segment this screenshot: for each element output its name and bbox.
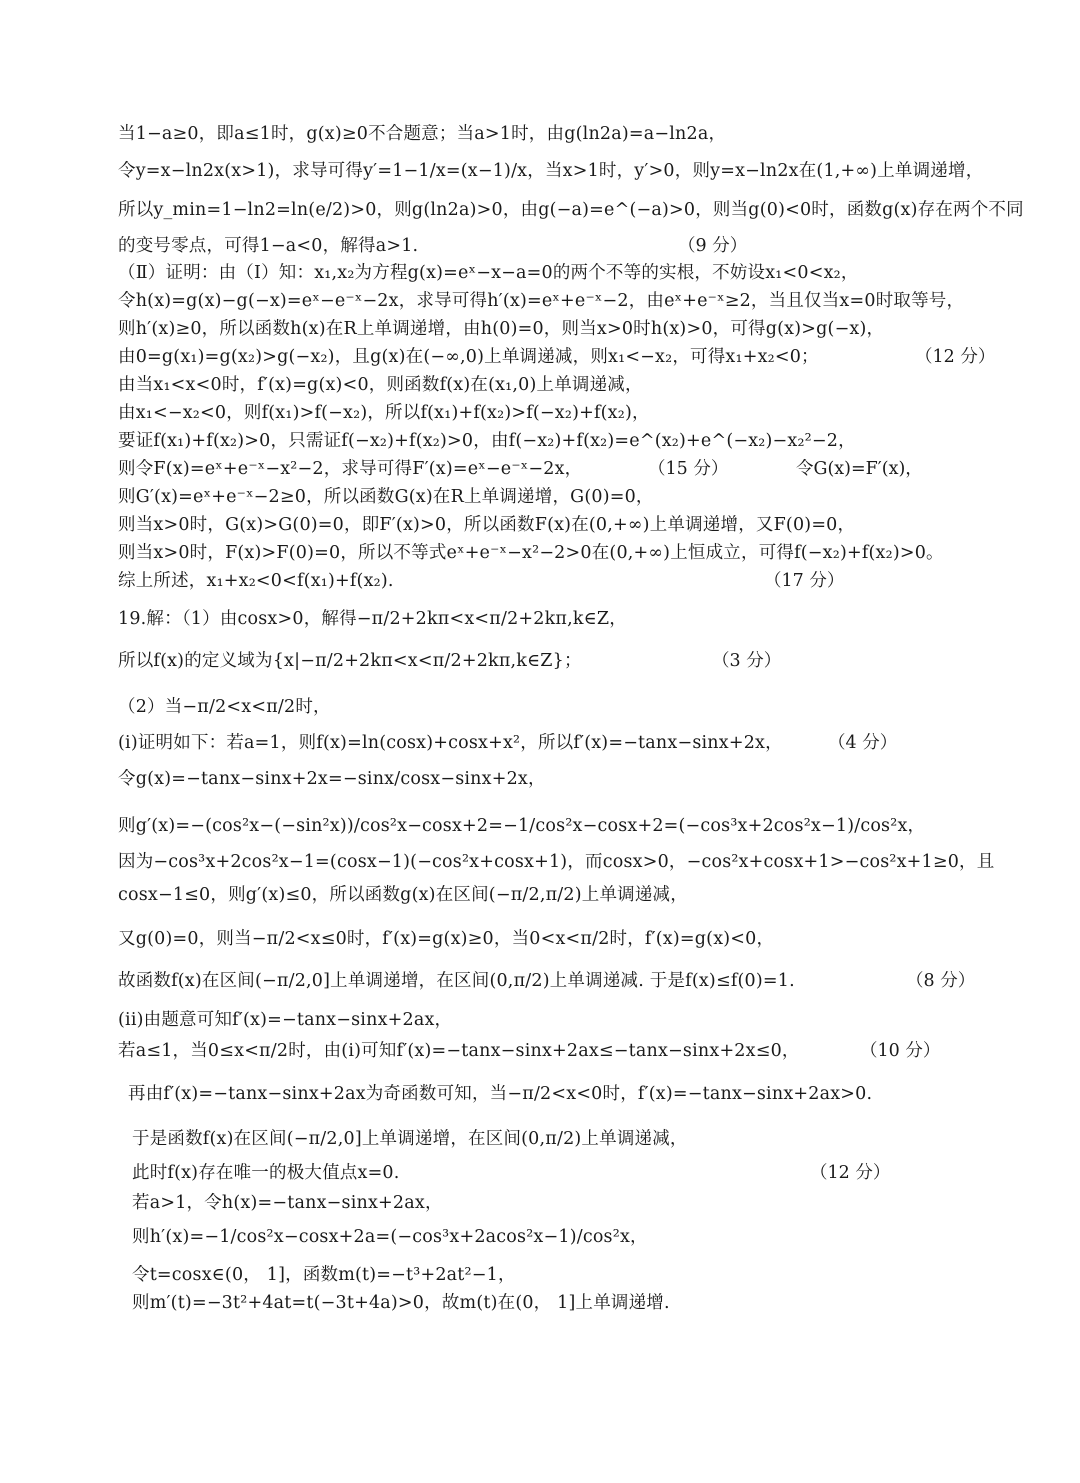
text-line: （2）当−π/2<x<π/2时，: [118, 697, 331, 717]
score-note: （8 分）: [906, 971, 976, 991]
score-note: （17 分）: [764, 571, 845, 591]
text-line: cosx−1≤0，则g′(x)≤0，所以函数g(x)在区间(−π/2,π/2)上单调递减，: [118, 885, 688, 905]
text-line: （Ⅱ）证明：由（Ⅰ）知：x₁,x₂为方程g(x)=eˣ−x−a=0的两个不等的实根，不妨设x₁<0<x₂，: [118, 263, 859, 283]
text-line: 则令F(x)=eˣ+e⁻ˣ−x²−2，求导可得F′(x)=eˣ−e⁻ˣ−2x，: [118, 459, 583, 479]
text-line: 的变号零点，可得1−a<0，解得a>1.: [118, 236, 419, 256]
score-note: （12 分）: [810, 1163, 891, 1183]
text-line: 则h′(x)=−1/cos²x−cosx+2a=(−cos³x+2acos²x−1)/cos²x，: [132, 1227, 648, 1247]
text-line: 则g′(x)=−(cos²x−(−sin²x))/cos²x−cosx+2=−1/cos²x−cosx+2=(−cos³x+2cos²x−1)/cos²x，: [118, 816, 926, 836]
text-line: 于是函数f(x)在区间(−π/2,0]上单调递增，在区间(0,π/2)上单调递减，: [132, 1129, 688, 1149]
text-line: 则h′(x)≥0，所以函数h(x)在R上单调递增，由h(0)=0，则当x>0时h(x)>0，可得g(x)>g(−x)，: [118, 319, 885, 339]
text-line: 19.解：（1）由cosx>0，解得−π/2+2kπ<x<π/2+2kπ,k∈Z，: [118, 609, 627, 629]
score-note: （15 分）: [648, 459, 729, 479]
text-line: 令y=x−ln2x(x>1)，求导可得y′=1−1/x=(x−1)/x，当x>1时，y′>0，则y=x−ln2x在(1,+∞)上单调递增，: [118, 161, 984, 181]
text-line: 令h(x)=g(x)−g(−x)=eˣ−e⁻ˣ−2x，求导可得h′(x)=eˣ+e⁻ˣ−2，由eˣ+e⁻ˣ≥2，当且仅当x=0时取等号，: [118, 291, 965, 311]
text-line: 令g(x)=−tanx−sinx+2x=−sinx/cosx−sinx+2x，: [118, 769, 546, 789]
score-note: （12 分）: [915, 347, 996, 367]
text-line: 要证f(x₁)+f(x₂)>0，只需证f(−x₂)+f(x₂)>0，由f(−x₂)+f(x₂)=e^(x₂)+e^(−x₂)−x₂²−2，: [118, 431, 856, 451]
text-line: 令t=cosx∈(0， 1]，函数m(t)=−t³+2at²−1，: [132, 1265, 516, 1285]
score-note: （10 分）: [860, 1041, 941, 1061]
text-line: 则m′(t)=−3t²+4at=t(−3t+4a)>0，故m(t)在(0， 1]上单调递增.: [132, 1293, 670, 1313]
text-fragment: 令G(x)=F′(x)，: [796, 459, 923, 479]
text-line: 所以f(x)的定义域为{x|−π/2+2kπ<x<π/2+2kπ,k∈Z}；: [118, 651, 582, 671]
text-line: 则当x>0时，G(x)>G(0)=0，即F′(x)>0，所以函数F(x)在(0,+∞)上单调递增，又F(0)=0，: [118, 515, 856, 535]
score-note: （4 分）: [828, 733, 898, 753]
score-note: （9 分）: [678, 236, 748, 256]
text-line: 若a>1，令h(x)=−tanx−sinx+2ax，: [132, 1193, 443, 1213]
text-line: 由x₁<−x₂<0，则f(x₁)>f(−x₂)，所以f(x₁)+f(x₂)>f(−x₂)+f(x₂)，: [118, 403, 650, 423]
text-line: 若a≤1，当0≤x<π/2时，由(i)可知f′(x)=−tanx−sinx+2ax≤−tanx−sinx+2x≤0，: [118, 1041, 800, 1061]
text-line: 由0=g(x₁)=g(x₂)>g(−x₂)，且g(x)在(−∞,0)上单调递减，则x₁<−x₂，可得x₁+x₂<0；: [118, 347, 819, 367]
text-line: 再由f′(x)=−tanx−sinx+2ax为奇函数可知，当−π/2<x<0时，f′(x)=−tanx−sinx+2ax>0.: [128, 1084, 873, 1104]
text-line: (i)证明如下：若a=1，则f(x)=ln(cosx)+cosx+x²，所以f′(x)=−tanx−sinx+2x，: [118, 733, 783, 753]
text-line: 又g(0)=0，则当−π/2<x≤0时，f′(x)=g(x)≥0，当0<x<π/2时，f′(x)=g(x)<0，: [118, 929, 775, 949]
text-line: 故函数f(x)在区间(−π/2,0]上单调递增，在区间(0,π/2)上单调递减. 于是f(x)≤f(0)=1.: [118, 971, 795, 991]
score-note: （3 分）: [712, 651, 782, 671]
text-line: 综上所述，x₁+x₂<0<f(x₁)+f(x₂).: [118, 571, 394, 591]
text-line: 则G′(x)=eˣ+e⁻ˣ−2≥0，所以函数G(x)在R上单调递增，G(0)=0，: [118, 487, 654, 507]
text-line: 则当x>0时，F(x)>F(0)=0，所以不等式eˣ+e⁻ˣ−x²−2>0在(0,+∞)上恒成立，可得f(−x₂)+f(x₂)>0。: [118, 543, 944, 563]
text-line: 当1−a≥0，即a≤1时，g(x)≥0不合题意；当a>1时，由g(ln2a)=a−ln2a，: [118, 124, 727, 144]
text-line: 此时f(x)存在唯一的极大值点x=0.: [132, 1163, 400, 1183]
text-line: (ii)由题意可知f′(x)=−tanx−sinx+2ax，: [118, 1010, 453, 1030]
text-line: 因为−cos³x+2cos²x−1=(cosx−1)(−cos²x+cosx+1)，而cosx>0，−cos²x+cosx+1>−cos²x+1≥0，且: [118, 852, 995, 872]
text-line: 由当x₁<x<0时，f′(x)=g(x)<0，则函数f(x)在(x₁,0)上单调递减，: [118, 375, 643, 395]
text-line: 所以y_min=1−ln2=ln(e/2)>0，则g(ln2a)>0，由g(−a)=e^(−a)>0，则当g(0)<0时，函数g(x)存在两个不同: [118, 200, 1024, 220]
